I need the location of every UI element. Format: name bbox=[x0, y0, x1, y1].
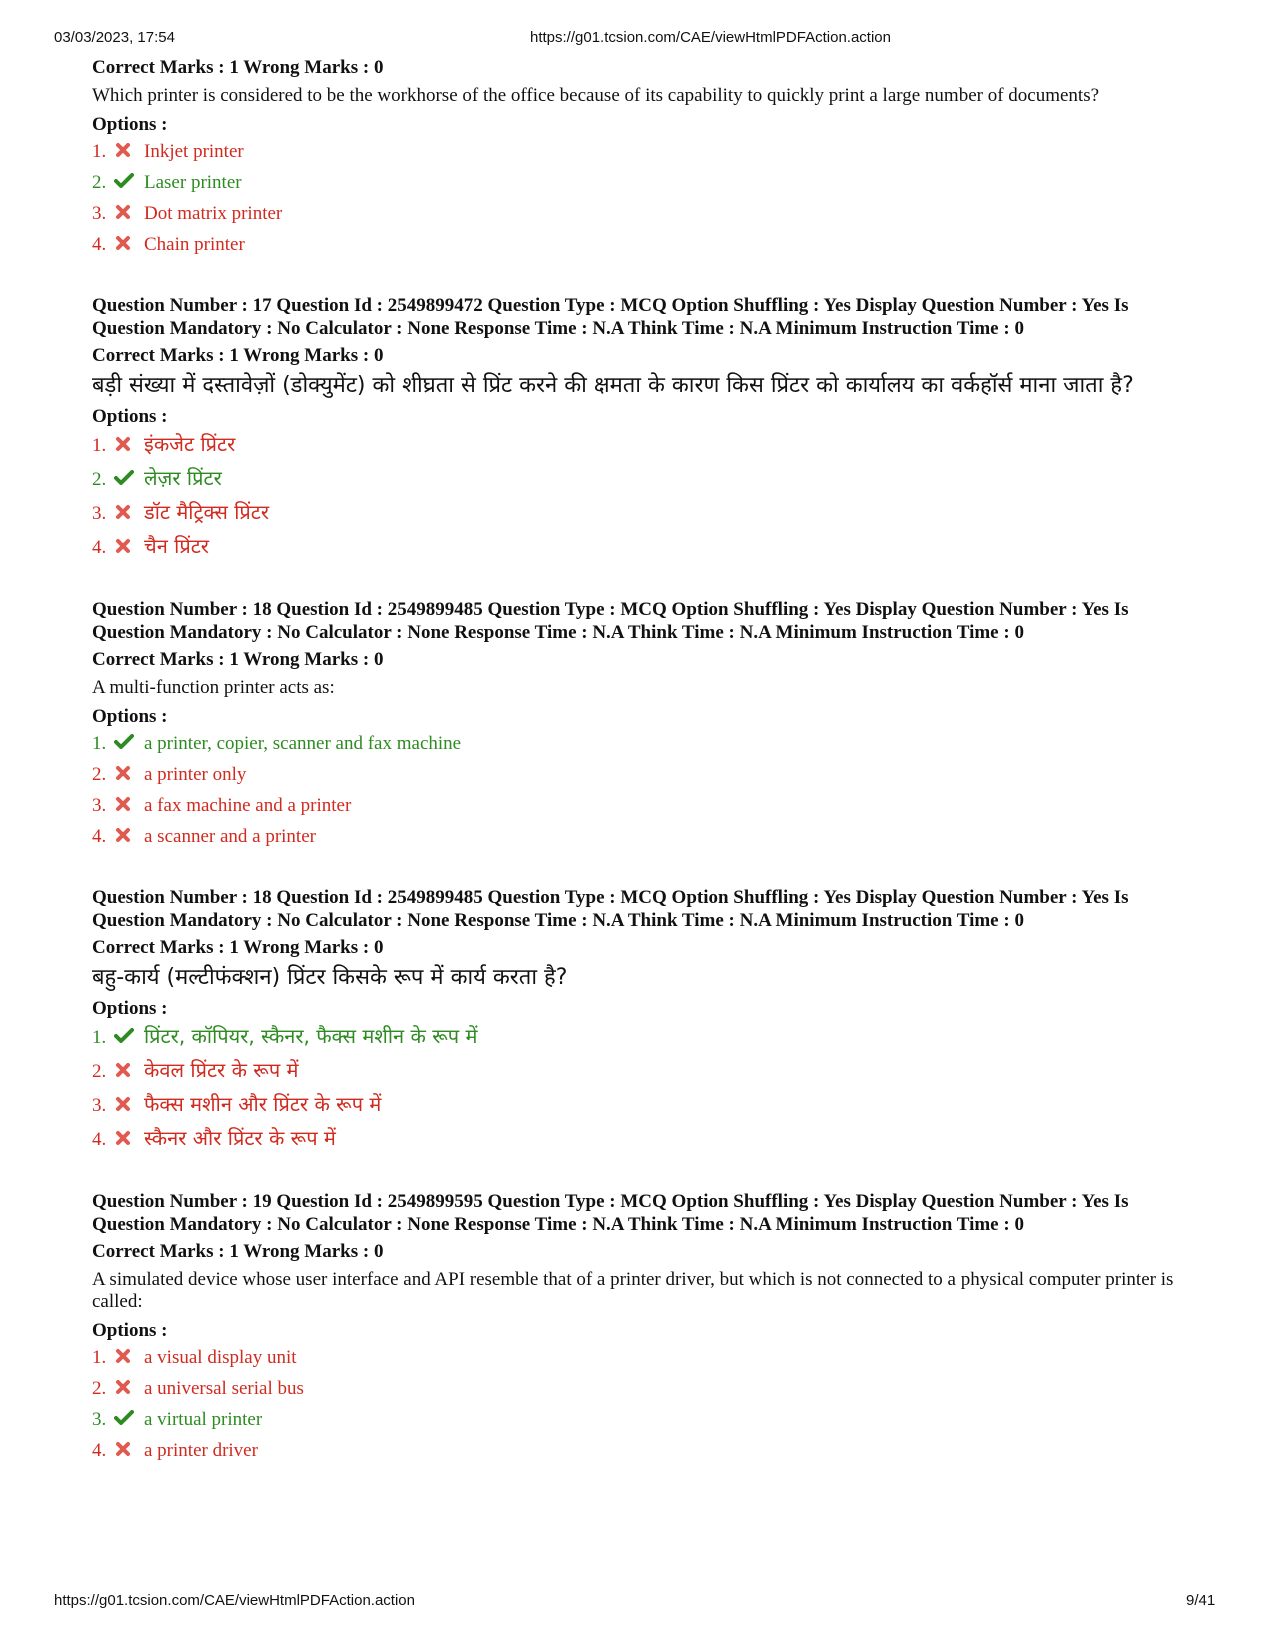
options-label: Options : bbox=[92, 114, 168, 135]
option-number: 4. bbox=[92, 1129, 107, 1150]
question-marks: Correct Marks : 1 Wrong Marks : 0 bbox=[92, 57, 384, 78]
question-block bbox=[92, 886, 1202, 1156]
option-text: Dot matrix printer bbox=[144, 203, 283, 224]
option-number: 1. bbox=[92, 1027, 107, 1048]
cross-icon bbox=[114, 764, 138, 782]
option-number: 1. bbox=[92, 435, 107, 456]
question-meta: Question Number : 19 Question Id : 2549899595 Question Type : MCQ Option Shuffling : Yes Display Question Number : Yes Is Question Mandatory : No Calculator : None Response Time : N.A Think Time : N.A Minimum Instruction Time : 0 bbox=[92, 1191, 1129, 1235]
option-item bbox=[92, 759, 1202, 790]
question-list bbox=[92, 56, 1202, 1500]
check-icon bbox=[114, 469, 138, 487]
option-number: 2. bbox=[92, 1378, 107, 1399]
cross-icon bbox=[114, 141, 138, 159]
option-text: डॉट मैट्रिक्स प्रिंटर bbox=[144, 500, 270, 524]
option-item bbox=[92, 136, 1202, 167]
cross-icon bbox=[114, 203, 138, 221]
option-number: 4. bbox=[92, 826, 107, 847]
cross-icon bbox=[114, 795, 138, 813]
option-item bbox=[92, 1435, 1202, 1466]
option-item bbox=[92, 462, 1202, 496]
option-item bbox=[92, 790, 1202, 821]
question-block bbox=[92, 1190, 1202, 1466]
option-item bbox=[92, 1404, 1202, 1435]
cross-icon bbox=[114, 435, 138, 453]
option-item bbox=[92, 821, 1202, 852]
question-block bbox=[92, 294, 1202, 564]
option-text: a printer driver bbox=[144, 1440, 258, 1461]
option-number: 3. bbox=[92, 1095, 107, 1116]
option-text: Laser printer bbox=[144, 172, 242, 193]
cross-icon bbox=[114, 234, 138, 252]
option-text: a visual display unit bbox=[144, 1347, 297, 1368]
option-text: स्कैनर और प्रिंटर के रूप में bbox=[144, 1126, 336, 1150]
option-number: 4. bbox=[92, 234, 107, 255]
option-text: a printer only bbox=[144, 764, 247, 785]
cross-icon bbox=[114, 826, 138, 844]
option-item bbox=[92, 428, 1202, 462]
question-meta: Question Number : 18 Question Id : 2549899485 Question Type : MCQ Option Shuffling : Yes Display Question Number : Yes Is Question Mandatory : No Calculator : None Response Time : N.A Think Time : N.A Minimum Instruction Time : 0 bbox=[92, 887, 1129, 931]
option-text: a printer, copier, scanner and fax machine bbox=[144, 733, 462, 754]
page-number: 9/41 bbox=[1186, 1592, 1216, 1609]
option-text: केवल प्रिंटर के रूप में bbox=[144, 1058, 299, 1082]
option-item bbox=[92, 198, 1202, 229]
option-item bbox=[92, 1342, 1202, 1373]
options-label: Options : bbox=[92, 706, 168, 727]
option-item bbox=[92, 229, 1202, 260]
cross-icon bbox=[114, 1129, 138, 1147]
question-marks: Correct Marks : 1 Wrong Marks : 0 bbox=[92, 1241, 384, 1262]
option-text: इंकजेट प्रिंटर bbox=[144, 432, 236, 456]
question-marks: Correct Marks : 1 Wrong Marks : 0 bbox=[92, 937, 384, 958]
option-text: प्रिंटर, कॉपियर, स्कैनर, फैक्स मशीन के रूप में bbox=[144, 1024, 478, 1048]
option-number: 2. bbox=[92, 1061, 107, 1082]
option-item bbox=[92, 496, 1202, 530]
question-meta: Question Number : 17 Question Id : 2549899472 Question Type : MCQ Option Shuffling : Yes Display Question Number : Yes Is Question Mandatory : No Calculator : None Response Time : N.A Think Time : N.A Minimum Instruction Time : 0 bbox=[92, 295, 1129, 339]
option-item bbox=[92, 167, 1202, 198]
question-block bbox=[92, 56, 1202, 260]
option-item bbox=[92, 1054, 1202, 1088]
question-marks: Correct Marks : 1 Wrong Marks : 0 bbox=[92, 345, 384, 366]
option-number: 2. bbox=[92, 764, 107, 785]
option-text: a fax machine and a printer bbox=[144, 795, 352, 816]
option-item bbox=[92, 728, 1202, 759]
option-item bbox=[92, 1373, 1202, 1404]
check-icon bbox=[114, 1027, 138, 1045]
cross-icon bbox=[114, 1440, 138, 1458]
question-text: बड़ी संख्या में दस्तावेज़ों (डोक्युमेंट) को शीघ्रता से प्रिंट करने की क्षमता के कारण किस प्रिंटर को कार्यालय का वर्कहॉर्स माना जाता है? bbox=[92, 373, 1134, 398]
option-number: 2. bbox=[92, 172, 107, 193]
options-label: Options : bbox=[92, 406, 168, 427]
options-label: Options : bbox=[92, 998, 168, 1019]
option-number: 4. bbox=[92, 1440, 107, 1461]
header-url: https://g01.tcsion.com/CAE/viewHtmlPDFAction.action bbox=[530, 29, 891, 46]
option-item bbox=[92, 530, 1202, 564]
option-text: Chain printer bbox=[144, 234, 245, 255]
option-text: लेज़र प्रिंटर bbox=[144, 466, 222, 490]
check-icon bbox=[114, 172, 138, 190]
question-text: बहु-कार्य (मल्टीफंक्शन) प्रिंटर किसके रूप में कार्य करता है? bbox=[92, 965, 568, 990]
option-item bbox=[92, 1122, 1202, 1156]
option-number: 2. bbox=[92, 469, 107, 490]
option-number: 4. bbox=[92, 537, 107, 558]
question-text: A simulated device whose user interface and API resemble that of a printer driver, but which is not connected to a physical computer printer is called: bbox=[92, 1269, 1174, 1312]
option-text: फैक्स मशीन और प्रिंटर के रूप में bbox=[144, 1092, 382, 1116]
option-item bbox=[92, 1020, 1202, 1054]
cross-icon bbox=[114, 1347, 138, 1365]
cross-icon bbox=[114, 503, 138, 521]
footer-url: https://g01.tcsion.com/CAE/viewHtmlPDFAction.action bbox=[54, 1592, 415, 1609]
option-number: 3. bbox=[92, 1409, 107, 1430]
cross-icon bbox=[114, 1378, 138, 1396]
cross-icon bbox=[114, 1095, 138, 1113]
cross-icon bbox=[114, 1061, 138, 1079]
option-number: 1. bbox=[92, 1347, 107, 1368]
question-block bbox=[92, 598, 1202, 852]
option-text: a universal serial bus bbox=[144, 1378, 304, 1399]
option-number: 3. bbox=[92, 795, 107, 816]
option-item bbox=[92, 1088, 1202, 1122]
question-marks: Correct Marks : 1 Wrong Marks : 0 bbox=[92, 649, 384, 670]
option-number: 1. bbox=[92, 733, 107, 754]
option-number: 3. bbox=[92, 503, 107, 524]
options-label: Options : bbox=[92, 1320, 168, 1341]
option-text: Inkjet printer bbox=[144, 141, 244, 162]
option-number: 3. bbox=[92, 203, 107, 224]
question-text: Which printer is considered to be the workhorse of the office because of its capability to quickly print a large number of documents? bbox=[92, 85, 1100, 106]
check-icon bbox=[114, 1409, 138, 1427]
question-text: A multi-function printer acts as: bbox=[92, 677, 335, 698]
option-text: चैन प्रिंटर bbox=[144, 534, 209, 558]
check-icon bbox=[114, 733, 138, 751]
option-text: a virtual printer bbox=[144, 1409, 263, 1430]
cross-icon bbox=[114, 537, 138, 555]
option-number: 1. bbox=[92, 141, 107, 162]
question-meta: Question Number : 18 Question Id : 2549899485 Question Type : MCQ Option Shuffling : Yes Display Question Number : Yes Is Question Mandatory : No Calculator : None Response Time : N.A Think Time : N.A Minimum Instruction Time : 0 bbox=[92, 599, 1129, 643]
header-datetime: 03/03/2023, 17:54 bbox=[54, 29, 175, 46]
option-text: a scanner and a printer bbox=[144, 826, 316, 847]
